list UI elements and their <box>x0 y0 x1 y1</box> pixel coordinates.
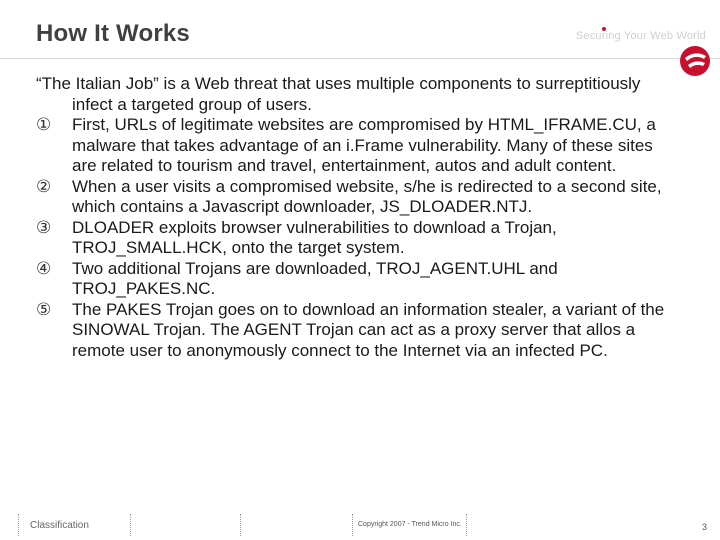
footer-divider <box>466 514 468 536</box>
list-item <box>36 177 666 218</box>
list-item <box>36 218 666 259</box>
steps-list <box>36 115 666 361</box>
step-number: ⑤ <box>36 299 52 320</box>
footer-divider <box>18 514 20 536</box>
slide-footer <box>0 508 720 540</box>
classification-label: Classification <box>30 520 89 531</box>
footer-divider <box>352 514 354 536</box>
trend-micro-logo-icon <box>678 44 712 78</box>
list-item <box>36 259 666 300</box>
step-number: ② <box>36 176 52 197</box>
step-text: Two additional Trojans are downloaded, TROJ_AGENT.UHL and TROJ_PAKES.NC. <box>72 258 558 298</box>
step-text: The PAKES Trojan goes on to download an information stealer, a variant of the SINOWAL Trojan. The AGENT Trojan can act as a proxy server that allos a remote user to anonymously connect to the Internet via an infected PC. <box>72 299 665 360</box>
step-number: ① <box>36 115 52 135</box>
slide-title: How It Works <box>36 20 190 47</box>
step-text: First, URLs of legitimate websites are compromised by HTML_IFRAME.CU, a malware that takes advantage of an i.Frame vulnerability. Many of these sites are related to tourism and travel, entertainment, autos and adult content. <box>72 115 656 175</box>
footer-divider <box>240 514 242 536</box>
list-item <box>36 115 666 177</box>
intro-paragraph: “The Italian Job” is a Web threat that uses multiple components to surreptitiously infect a targeted group of users. <box>36 74 641 114</box>
list-item <box>36 300 666 362</box>
title-divider <box>0 58 720 59</box>
footer-divider <box>130 514 132 536</box>
step-number: ④ <box>36 258 52 279</box>
step-number: ③ <box>36 217 52 238</box>
copyright-text: Copyright 2007 - Trend Micro Inc. <box>358 521 462 528</box>
step-text: When a user visits a compromised website, s/he is redirected to a second site, which contains a Javascript downloader, JS_DLOADER.NTJ. <box>72 176 662 216</box>
brand-area <box>576 30 706 42</box>
step-text: DLOADER exploits browser vulnerabilities to download a Trojan, TROJ_SMALL.HCK, onto the target system. <box>72 217 557 257</box>
brand-tagline: Securing Your Web World <box>575 30 706 42</box>
page-number: 3 <box>702 522 708 532</box>
slide-body <box>36 74 666 361</box>
